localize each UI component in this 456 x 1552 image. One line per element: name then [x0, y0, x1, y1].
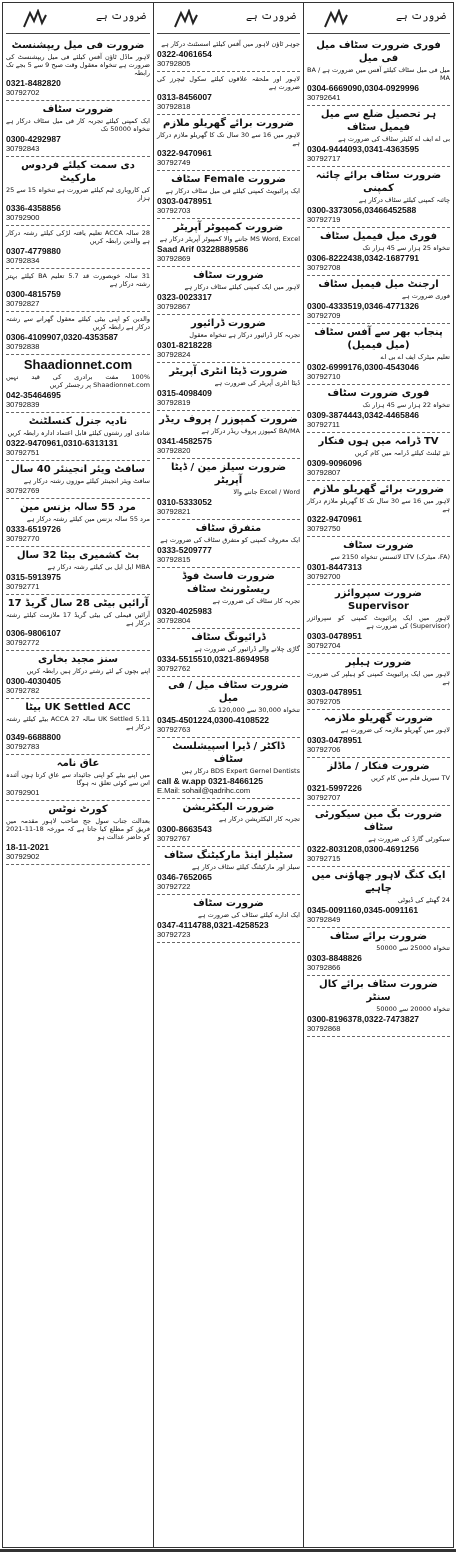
ad-code: 30792700	[307, 572, 341, 581]
ad-code: 30792749	[157, 158, 191, 167]
ad-phone: 0300-3373056,03466452588	[307, 205, 417, 215]
ad-body: فوری ضرورت ہے	[402, 292, 450, 300]
classified-ad	[157, 115, 300, 171]
ad-code: 30792707	[307, 793, 341, 802]
ad-title: ضرورت گھریلو ملازمہ	[323, 713, 434, 724]
classified-ad	[307, 37, 450, 106]
ad-phone: 0320-4025983	[157, 606, 212, 616]
ad-body: تجربہ کار الیکٹریشن درکار ہے	[219, 815, 300, 823]
classified-ad	[307, 585, 450, 654]
ad-body: ایک کمپنی کیلئے تجربہ کار فی میل سٹاف درکار ہے تنخواہ 50000 تک	[6, 117, 150, 133]
ad-phone: 0345-4501224,0300-4108522	[157, 715, 270, 725]
ad-title: TV ڈرامہ میں ہوں فنکار	[318, 436, 439, 447]
ad-body: لاہور ماڈل ٹاؤن آفس کیلئے فی میل ریپشنسٹ کی ضرورت ہے تنخواہ معقول وقت صبح 9 سے 5 بجے تک رابطہ	[6, 53, 150, 77]
ad-code: 30792710	[307, 372, 341, 381]
ad-phone: 0309-9096096	[307, 458, 362, 468]
ad-body: بی اے ایف اے کلیئر سٹاف کی ضرورت ہے	[338, 135, 450, 143]
classified-ad	[6, 755, 150, 801]
ad-title: مرد 55 سالہ بزنس مین	[20, 502, 136, 513]
right-ad-list	[307, 37, 450, 1037]
ad-code: 30792750	[307, 524, 341, 533]
ad-code: 30792702	[6, 88, 40, 97]
ad-code: 30792818	[157, 102, 191, 111]
classified-ad	[6, 157, 150, 226]
classified-ad	[157, 629, 300, 677]
ad-title: دی سمت کیلئے فردوس مارکیٹ	[21, 160, 135, 184]
ad-phone: 0347-4114788,0321-4258523	[157, 920, 269, 930]
ad-phone: 0306-4109907,0320-4353587	[6, 332, 119, 342]
ad-body: لاہور میں گھریلو ملازمہ کی ضرورت ہے	[340, 726, 450, 734]
ad-title: ارجنٹ میل فیمیل سٹاف	[318, 279, 439, 290]
ad-phone: 0301-8447313	[307, 562, 362, 572]
ad-body: ایک ادارے کیلئے سٹاف کی ضرورت ہے	[197, 911, 300, 919]
ad-phone: 0303-8848826	[307, 953, 362, 963]
ad-code: 30792807	[307, 468, 341, 477]
ad-code: 30792849	[307, 915, 341, 924]
ad-body: سافٹ ویئر انجینئر کیلئے موزوں رشتہ درکار ہے	[23, 477, 150, 485]
ad-body: آرائیں فیملی کی بیٹی گریڈ 17 ملازمت کیلئے رشتہ درکار ہے	[6, 611, 150, 627]
ad-phone: 0300-8196378,0322-7473827	[307, 1014, 420, 1024]
ad-phone: 0301-8218228	[157, 340, 212, 350]
ad-code: 30792866	[307, 963, 341, 972]
ad-title: ضرورت ہیلپر	[345, 657, 412, 668]
right-column	[304, 3, 453, 1547]
ad-body: Excel / Word جاننے والا	[233, 488, 300, 496]
ad-phone: 0322-9470961	[157, 148, 212, 158]
ad-code: 30792771	[6, 582, 40, 591]
ad-phone: 0300-8663543	[157, 824, 212, 834]
classified-ad	[6, 355, 150, 413]
ad-code: 30792827	[6, 299, 40, 308]
ad-code: 30792762	[157, 664, 191, 673]
ad-body: UK Settled 5.11 سالہ 27 ACCA بیٹے کیلئے رشتہ درکار ہے	[6, 715, 150, 731]
ad-code: 30792782	[6, 686, 40, 695]
ad-phone: call & w.app 0321-8466125	[157, 776, 264, 786]
classified-ad	[157, 411, 300, 459]
ad-code: 30792804	[157, 616, 191, 625]
ad-body: BA/MA کمپوزر پروف ریڈر درکار ہے	[201, 427, 300, 435]
ad-code: 30792820	[157, 446, 191, 455]
classified-ad	[157, 72, 300, 115]
ad-body: تجربہ کار سٹاف کی ضرورت ہے	[212, 597, 300, 605]
ad-code: 30792763	[157, 725, 191, 734]
ad-title: متفرق سٹاف	[195, 523, 262, 534]
ad-title: سٹیلز اینڈ مارکیٹنگ سٹاف	[163, 850, 294, 861]
ad-title: ضرورت کمپوزر / پروف ریڈر	[159, 414, 298, 425]
ad-phone: 0336-4358856	[6, 203, 61, 213]
ad-body: جوہر ٹاؤن لاہور میں آفس کیلئے اسسٹنٹ درکار ہے	[161, 40, 300, 48]
classified-page	[2, 2, 454, 1548]
ad-code: 30792772	[6, 638, 40, 647]
ad-title: سنز مجید بخاری	[38, 654, 118, 665]
ad-body: TV سیریل فلم میں کام کریں	[371, 774, 450, 782]
ad-code: 30792769	[6, 486, 40, 495]
classified-ad	[307, 758, 450, 806]
ad-title: فوری میل فیمیل سٹاف	[319, 231, 437, 242]
ad-phone: 0333-6519726	[6, 524, 61, 534]
classified-ad	[6, 37, 150, 101]
ad-title: فوری ضرورت سٹاف میل فی میل	[316, 40, 441, 64]
classified-ad	[157, 363, 300, 411]
classified-ad	[307, 481, 450, 537]
left-ad-list	[6, 37, 150, 865]
ad-phone: 0303-0478951	[307, 735, 362, 745]
ad-code: 30792709	[307, 311, 341, 320]
ad-body: تجربہ کار ڈرائیور درکار ہے تنخواہ معقول	[189, 331, 300, 339]
classified-ad	[307, 928, 450, 976]
classified-ad	[157, 677, 300, 738]
ad-phone: 0346-7652065	[157, 872, 212, 882]
classified-ad	[157, 267, 300, 315]
classified-ad	[6, 547, 150, 595]
ad-body: لاہور میں ایک کمپنی کیلئے سٹاف درکار ہے	[184, 283, 300, 291]
ad-body: سیلز اور مارکیٹنگ کیلئے سٹاف درکار ہے	[192, 863, 300, 871]
classified-ad	[6, 312, 150, 355]
ad-phone: 0310-5333052	[157, 497, 212, 507]
classified-ad	[307, 976, 450, 1037]
ad-body: 28 سالہ ACCA تعلیم یافتہ لڑکی کیلئے رشتہ درکار ہے والدین رابطہ کریں	[6, 229, 150, 245]
ad-phone: 0303-0478951	[307, 631, 362, 641]
ad-code: 30792641	[307, 93, 341, 102]
ad-body: کی کاروباری ٹیم کیلئے ضرورت ہے تنخواہ 15 سے 25 ہزار	[6, 186, 150, 202]
ad-code: 30792719	[307, 215, 341, 224]
ad-body: میں اپنے بیٹے کو اپنی جائیداد سے عاق کرتا ہوں آئندہ اس سے کوئی تعلق نہ ہوگا	[6, 771, 150, 787]
ad-phone: 0322-4061654	[157, 49, 212, 59]
classified-ad	[6, 269, 150, 312]
ad-title: ضرورت کمپیوٹر آپریٹر	[173, 222, 284, 233]
ad-code: 30792783	[6, 742, 40, 751]
ad-code: 30792715	[307, 854, 341, 863]
classified-ad	[6, 226, 150, 269]
ad-title: ڈرائیونگ سٹاف	[191, 632, 266, 643]
ad-body: سیکورٹی گارڈ کی ضرورت ہے	[368, 835, 450, 843]
mid-header-label: ضرورت ہے	[245, 11, 296, 22]
ad-title: آرائیں بیٹی 28 سال گریڈ 17	[7, 598, 149, 609]
ad-code: 30792839	[6, 400, 40, 409]
left-header-label: ضرورت ہے	[95, 11, 146, 22]
ad-phone: 0304-9444093,0341-4363595	[307, 144, 420, 154]
ad-title: پنجاب بھر سے آفس سٹاف (میل فیمیل)	[314, 327, 443, 351]
ad-body: لاہور میں ایک پرائیویٹ کمپنی کو ہیلپر کی ضرورت ہے	[307, 670, 450, 686]
hand-logo-icon	[321, 9, 351, 29]
classified-ad	[157, 315, 300, 363]
ad-code: 30792815	[157, 555, 191, 564]
ad-phone: 0333-5209777	[157, 545, 212, 555]
ad-title: ضرورت سپروائزر Supervisor	[335, 588, 422, 612]
ad-phone: 0315-4098409	[157, 388, 212, 398]
ad-phone: 0349-6688800	[6, 732, 61, 742]
classified-ad	[157, 738, 300, 799]
ad-title: بٹ کشمیری بیٹا 32 سال	[16, 550, 140, 561]
ad-code: 30792869	[157, 254, 191, 263]
ad-phone: 0300-4292987	[6, 134, 61, 144]
ad-phone: 0302-6999176,0300-4543046	[307, 362, 420, 372]
ad-title: ضرورت فاسٹ فوڈ ریسٹورنٹ سٹاف	[182, 571, 275, 595]
classified-ad	[157, 895, 300, 943]
ad-body: تنخواہ 20000 سے 50000	[376, 1005, 450, 1013]
classified-ad	[307, 167, 450, 228]
ad-code: 30792705	[307, 697, 341, 706]
ad-body: تنخواہ 30,000 سے 120,000 تک	[208, 706, 300, 714]
classified-ad	[6, 801, 150, 865]
classified-ad	[307, 106, 450, 167]
classified-ad	[6, 595, 150, 651]
ad-body: ایک معروف کمپنی کو متفرق سٹاف کی ضرورت ہے	[160, 536, 300, 544]
right-header-label: ضرورت ہے	[395, 11, 446, 22]
ad-body: MBA ایل ایل بی کیلئے رشتہ درکار ہے	[47, 563, 150, 571]
ad-phone: 0322-9470961	[307, 514, 362, 524]
classified-ad	[307, 385, 450, 433]
classified-ad	[307, 806, 450, 867]
ad-phone: 0309-3874443,0342-4465846	[307, 410, 420, 420]
right-header-banner	[307, 5, 450, 34]
mid-header-banner	[157, 5, 300, 34]
ad-title: ڈاکٹر / ڈیرا اسپیشلسٹ سٹاف	[172, 741, 285, 765]
classified-ad	[307, 537, 450, 585]
ad-body: تنخواہ 25000 سے 50000	[376, 944, 450, 952]
ad-phone: Saad Arif 03228889586	[157, 244, 249, 254]
hand-logo-icon	[20, 9, 50, 29]
ad-title: ضرورت فنکار / ماڈلز	[327, 761, 430, 772]
ad-body: لاہور میں 16 سے 30 سال تک کا گھریلو ملازم درکار ہے	[157, 131, 300, 147]
ad-phone: 0304-6669090,0304-0929996	[307, 83, 420, 93]
ad-phone: 0315-5913975	[6, 572, 61, 582]
classified-ad	[157, 847, 300, 895]
ad-phone: 0322-8031208,0300-4691256	[307, 844, 420, 854]
ad-title: ضرورت سٹاف برائے کال سنٹر	[319, 979, 438, 1003]
ad-body: میل فی میل سٹاف کیلئے آفس میں ضرورت ہے BA / MA	[307, 66, 450, 82]
ad-body: 31 سالہ خوبصورت قد 5.7 تعلیم BA کیلئے بہتر رشتہ درکار ہے	[6, 272, 150, 288]
classified-ad	[157, 171, 300, 219]
classified-ad	[307, 324, 450, 385]
classified-ad	[307, 276, 450, 324]
ad-code: 30792843	[6, 144, 40, 153]
ad-title: ضرورت سٹاف	[42, 104, 114, 115]
ad-body: نئے ٹیلنٹ کیلئے ڈرامہ میں کام کریں	[354, 449, 450, 457]
ad-body: تعلیم میٹرک ایف اے بی اے	[380, 353, 450, 361]
ad-code: 30792708	[307, 263, 341, 272]
ad-code: 30792834	[6, 256, 40, 265]
ad-phone: 0300-4815759	[6, 289, 61, 299]
ad-code: 30792819	[157, 398, 191, 407]
classified-ad	[6, 499, 150, 547]
classified-ad	[157, 799, 300, 847]
ad-code: 30792902	[6, 852, 40, 861]
classified-ad	[307, 710, 450, 758]
ad-code: 30792723	[157, 930, 191, 939]
ad-code: 30792824	[157, 350, 191, 359]
ad-body: ایک پرائیویٹ کمپنی کیلئے فی میل سٹاف درکار ہے	[165, 187, 300, 195]
classified-ad	[307, 433, 450, 481]
ad-phone: 0307-4779880	[6, 246, 61, 256]
ad-body: (FA، میٹرک) LTV لائسنس تنخواہ 2150 سے	[330, 553, 450, 561]
ad-body: BDS Expert Gernel Dentists درکار ہیں	[181, 767, 300, 775]
ad-title: ضرورت سٹاف	[193, 270, 264, 281]
ad-title: ضرورت ڈیٹا انٹری آپریٹر	[169, 366, 288, 377]
ad-phone: 0313-8456007	[157, 92, 212, 102]
ad-body: گاڑی چلانے والے ڈرائیور کی ضرورت ہے	[194, 645, 300, 653]
ad-title: ضرورت فی میل ریپشنسٹ	[11, 40, 145, 51]
ad-code: 30792704	[307, 641, 341, 650]
ad-phone: 18-11-2021	[6, 842, 50, 852]
ad-body: چائنہ کمپنی کیلئے سٹاف درکار ہے	[358, 196, 450, 204]
ad-phone: 0323-0023317	[157, 292, 212, 302]
ad-title: ضرورت الیکٹریشن	[182, 802, 275, 813]
ad-phone: 0322-9470961,0310-6313131	[6, 438, 119, 448]
ad-code: 30792717	[307, 154, 341, 163]
ad-code: 30792751	[6, 448, 40, 457]
ad-code: 30792703	[157, 206, 191, 215]
ad-body: 24 گھنٹے کی ڈیوٹی	[397, 896, 450, 904]
ad-title: ضرورت ڈرائیور	[191, 318, 266, 329]
mid-ad-list	[157, 37, 300, 943]
ad-body: مرد 55 سالہ بزنس مین کیلئے رشتہ درکار ہے	[26, 515, 150, 523]
ad-title: فوری ضرورت سٹاف	[327, 388, 430, 399]
ad-code: 30792767	[157, 834, 191, 843]
ad-body: تنخواہ 25 ہزار سے 45 ہزار تک	[362, 244, 450, 252]
ad-code: 30792770	[6, 534, 40, 543]
classified-ad	[6, 413, 150, 461]
ad-body: 100% مفت برادری کی قید نہیں Shaadionnet.com پر رجسٹر کریں	[6, 373, 150, 389]
classified-ad	[6, 699, 150, 755]
ad-body: والدین کو اپنی بیٹی کیلئے معقول گھرانے سے رشتہ درکار ہے رابطہ کریں	[6, 315, 150, 331]
ad-title: عاق نامہ	[56, 758, 100, 769]
ad-title: ضرورت سیلز مین / ڈیٹا آپریٹر	[170, 462, 287, 486]
ad-body: ڈیٹا انٹری آپریٹر کی ضرورت ہے	[214, 379, 300, 387]
classified-ad	[307, 654, 450, 710]
ad-code: 30792706	[307, 745, 341, 754]
ad-code: E.Mail: sohail@qadrihc.com	[157, 786, 251, 795]
ad-title: UK Settled ACC بیٹا	[25, 702, 131, 713]
ad-body: شادی اور رشتوں کیلئے قابل اعتماد ادارہ رابطہ کریں	[7, 429, 150, 437]
ad-title: ضرورت سٹاف	[193, 898, 264, 909]
ad-title: ضرورت Female سٹاف	[171, 174, 286, 185]
ad-title: ایک کنگ لاہور چھاؤنی میں چاہیے	[311, 870, 446, 894]
ad-body: اپنے بچوں کے لئے رشتے درکار ہیں رابطہ کریں	[26, 667, 150, 675]
ad-title: Shaadionnet.com	[23, 357, 133, 372]
left-header-banner	[6, 5, 150, 34]
ad-phone: 0341-4582575	[157, 436, 212, 446]
middle-column	[154, 3, 304, 1547]
ad-title: ضرورت بگ مین سیکورٹی سٹاف	[314, 809, 443, 833]
ad-title: ضرورت سٹاف میل / فی میل	[168, 680, 289, 704]
classified-ad	[157, 37, 300, 72]
ad-phone: 0300-4333519,0346-4771326	[307, 301, 420, 311]
classified-ad	[307, 228, 450, 276]
classified-ad	[6, 101, 150, 157]
ad-code: 30792722	[157, 882, 191, 891]
ad-title: ضرورت برائے سٹاف	[329, 931, 428, 942]
ad-code: 30792868	[307, 1024, 341, 1033]
ad-code: 30792838	[6, 342, 40, 351]
ad-body: لاہور میں 16 سے 30 سال تک کا گھریلو ملازم درکار ہے	[307, 497, 450, 513]
ad-phone: 0321-8482820	[6, 78, 61, 88]
ad-code: 30792901	[6, 788, 40, 797]
hand-logo-icon	[171, 9, 201, 29]
ad-title: نادیہ جنرل کنسلٹنٹ	[28, 416, 128, 427]
ad-body: تنخواہ 22 ہزار سے 45 ہزار تک	[362, 401, 450, 409]
ad-phone: 0303-0478951	[307, 687, 362, 697]
ad-title: ضرورت برائے گھریلو ملازم	[313, 484, 444, 495]
ad-phone: 0306-8222438,0342-1687791	[307, 253, 420, 263]
classified-ad	[157, 459, 300, 520]
ad-phone: 0345-0091160,0345-0091161	[307, 905, 419, 915]
ad-phone: 0321-5997226	[307, 783, 362, 793]
classified-ad	[157, 568, 300, 629]
ad-code: 30792711	[307, 420, 340, 429]
ad-phone: 0303-0478951	[157, 196, 212, 206]
ad-code: 30792867	[157, 302, 191, 311]
ad-code: 30792805	[157, 59, 191, 68]
ad-title: ضرورت سٹاف	[343, 540, 414, 551]
ad-phone: 042-35464695	[6, 390, 61, 400]
ad-title: کورٹ نوٹس	[48, 804, 108, 815]
ad-title: ضرورت سٹاف برائے چائنہ کمپنی	[315, 170, 442, 194]
ad-body: بعدالت جناب سول جج صاحب لاہور مقدمہ میں فریق کو مطلع کیا جاتا ہے کہ مورخہ 18-11-2021 کو حاضر عدالت ہو	[6, 817, 150, 841]
classified-ad	[157, 520, 300, 568]
ad-code: 30792900	[6, 213, 40, 222]
ad-phone: 0300-4030405	[6, 676, 61, 686]
ad-title: سافٹ ویئر انجینئر 40 سال	[11, 464, 145, 475]
ad-title: ہر تحصیل ضلع سے میل فیمیل سٹاف	[320, 109, 437, 133]
ad-body: لاہور میں ایک پرائیویٹ کمپنی کو سپروائزر (Supervisor) کی ضرورت ہے	[307, 614, 450, 630]
ad-code: 30792821	[157, 507, 191, 516]
ad-body: لاہور اور ملحقہ علاقوں کیلئے سکول ٹیچرز کی ضرورت ہے	[157, 75, 300, 91]
ad-phone: 0334-5515510,0321-8694958	[157, 654, 270, 664]
ad-title: ضرورت برائے گھریلو ملازم	[163, 118, 294, 129]
classified-ad	[157, 219, 300, 267]
left-column	[3, 3, 154, 1547]
classified-ad	[6, 651, 150, 699]
classified-ad	[307, 867, 450, 928]
ad-phone: 0306-9806107	[6, 628, 61, 638]
ad-body: MS Word, Excel جاننے والا کمپیوٹر آپریٹر درکار ہے	[159, 235, 300, 243]
classified-ad	[6, 461, 150, 499]
